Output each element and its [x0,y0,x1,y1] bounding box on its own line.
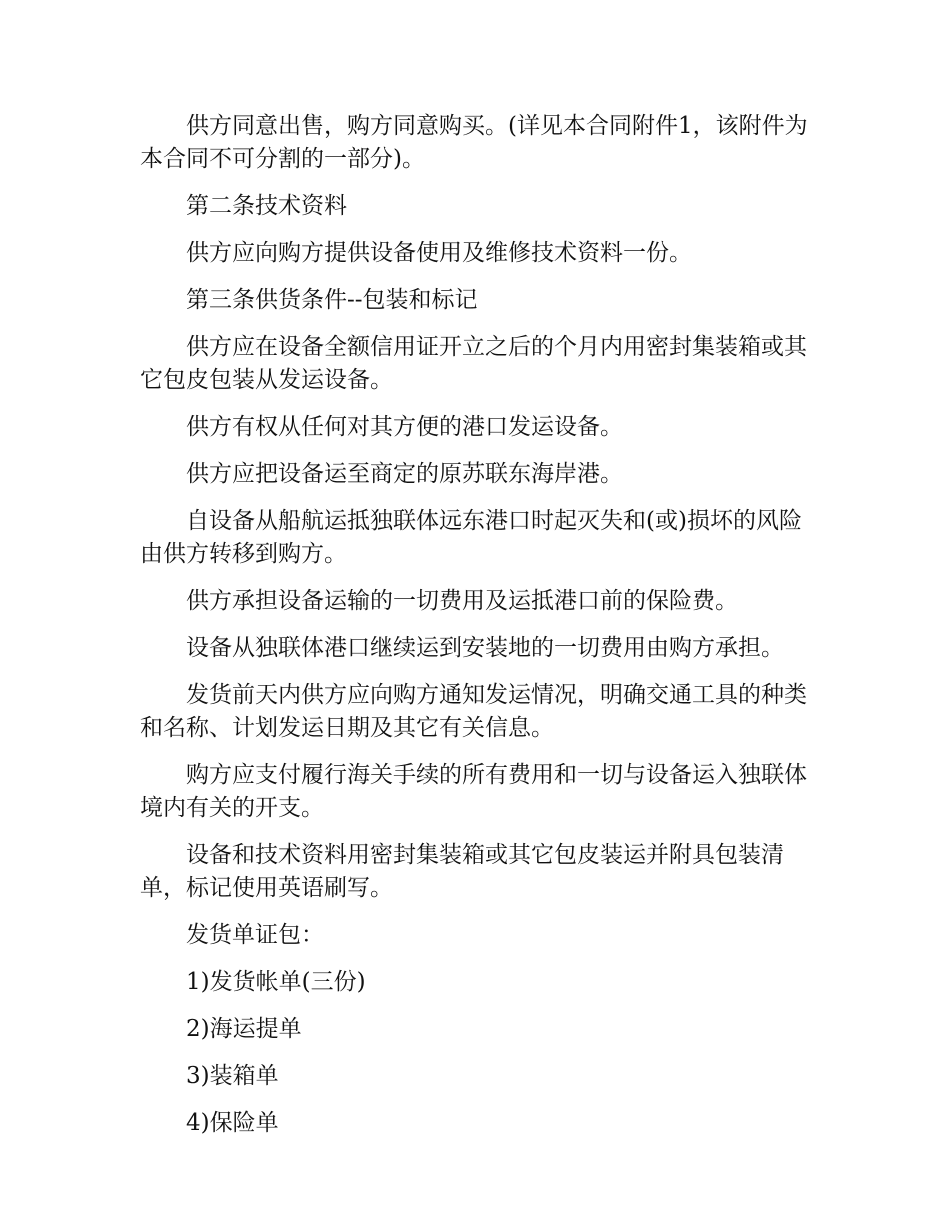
paragraph: 供方同意出售，购方同意购买。(详见本合同附件1，该附件为本合同不可分割的一部分)。 [140,113,808,172]
list-item: 2)海运提单 [186,1016,302,1042]
list-item: 4)保险单 [186,1110,279,1136]
paragraph: 自设备从船航运抵独联体远东港口时起灭失和(或)损坏的风险由供方转移到购方。 [140,508,802,567]
paragraph: 供方应把设备运至商定的原苏联东海岸港。 [186,461,623,487]
list-item: 3)装箱单 [186,1063,279,1089]
paragraph: 设备从独联体港口继续运到安装地的一切费用由购方承担。 [186,635,784,661]
section-heading: 第二条技术资料 [186,193,347,219]
paragraph: 供方应向购方提供设备使用及维修技术资料一份。 [186,240,692,266]
document-body [140,110,810,1154]
paragraph: 发货前天内供方应向购方通知发运情况，明确交通工具的种类和名称、计划发运日期及其它有关信息。 [140,682,807,741]
paragraph: 供方承担设备运输的一切费用及运抵港口前的保险费。 [186,588,738,614]
section-heading: 第三条供货条件--包装和标记 [186,287,478,313]
paragraph: 供方有权从任何对其方便的港口发运设备。 [186,414,623,440]
list-intro: 发货单证包： [186,922,324,948]
paragraph: 供方应在设备全额信用证开立之后的个月内用密封集装箱或其它包皮包装从发运设备。 [140,334,807,393]
paragraph: 设备和技术资料用密封集装箱或其它包皮装运并附具包装清单，标记使用英语刷写。 [140,842,784,901]
list-item: 1)发货帐单(三份) [186,969,366,995]
paragraph: 购方应支付履行海关手续的所有费用和一切与设备运入独联体境内有关的开支。 [140,762,807,821]
